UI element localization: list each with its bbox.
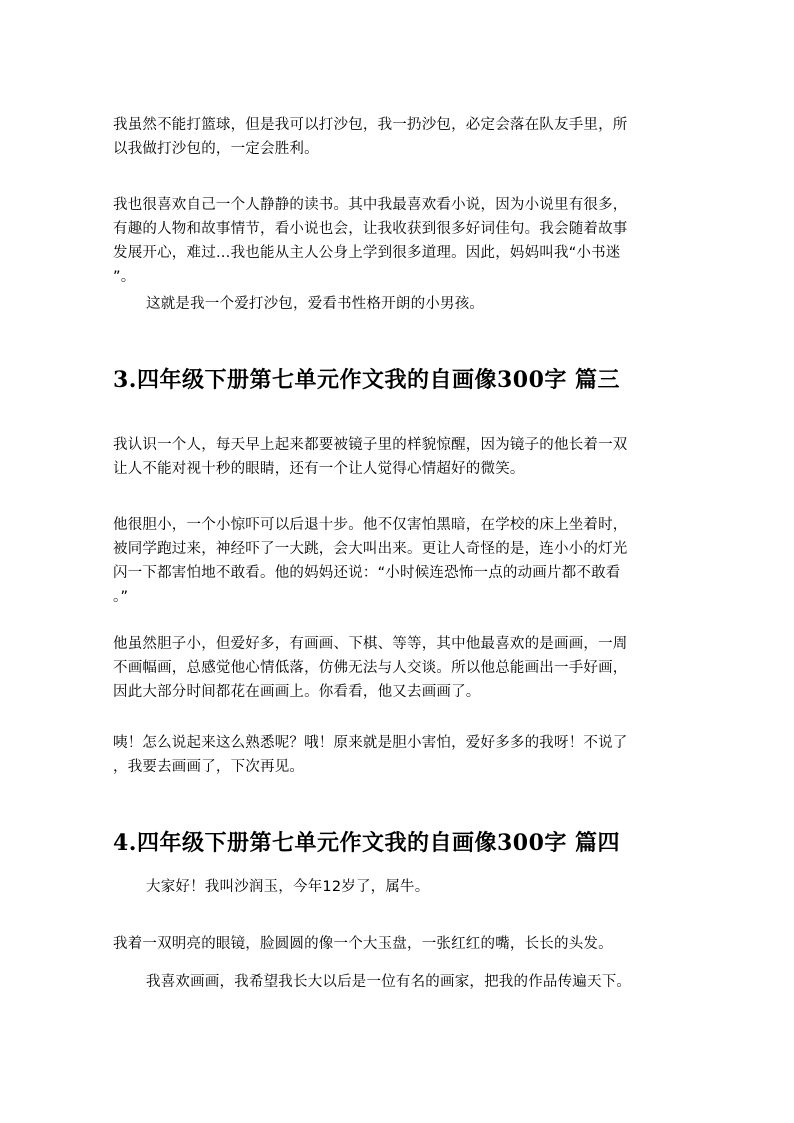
section-heading-3: 3.四年级下册第七单元作文我的自画像300字 篇三 [113, 367, 621, 393]
paragraph-reading: 我也很喜欢自己一个人静静的读书。其中我最喜欢看小说，因为小说里有很多， 有趣的人物和故事情节，看小说也会，让我收获到很多好词佳句。我会随着故事 发展开心，难过…我也能从主人公身上学到很多道理。因此，妈妈叫我“小书迷 ”。 [113, 197, 628, 285]
paragraph-introduction: 大家好！我叫沙润玉，今年12岁了，属牛。 [146, 879, 430, 895]
paragraph-appearance: 我着一双明亮的眼镜，脸圆圆的像一个大玉盘，一张红红的嘴，长长的头发。 [113, 936, 613, 952]
paragraph-dream: 我喜欢画画，我希望我长大以后是一位有名的画家，把我的作品传遍天下。 [146, 974, 632, 990]
paragraph-sandbag: 我虽然不能打篮球，但是我可以打沙包，我一扔沙包，必定会落在队友手里，所 以我做打沙包的，一定会胜利。 [113, 117, 628, 157]
paragraph-reveal: 咦！怎么说起来这么熟悉呢？哦！原来就是胆小害怕，爱好多多的我呀！不说了 ，我要去画画了，下次再见。 [113, 735, 628, 775]
paragraph-mirror: 我认识一个人，每天早上起来都要被镜子里的样貌惊醒，因为镜子的他长着一双 让人不能对视十秒的眼睛，还有一个让人觉得心情超好的微笑。 [113, 437, 628, 477]
paragraph-summary: 这就是我一个爱打沙包，爱看书性格开朗的小男孩。 [146, 296, 485, 312]
section-heading-4: 4.四年级下册第七单元作文我的自画像300字 篇四 [113, 830, 621, 856]
paragraph-hobbies: 他虽然胆子小，但爱好多，有画画、下棋、等等，其中他最喜欢的是画画，一周 不画幅画，总感觉他心情低落，仿佛无法与人交谈。所以他总能画出一手好画， 因此大部分时间都花在画画上。你看看，他又去画画了。 [113, 636, 628, 700]
paragraph-timid: 他很胆小，一个小惊吓可以后退十步。他不仅害怕黑暗，在学校的床上坐着时， 被同学跑过来，神经吓了一大跳，会大叫出来。更让人奇怪的是，连小小的灯光 闪一下都害怕地不敢看。他的妈妈还说：“小时候连恐怖一点的动画片都不敢看 。” [113, 517, 628, 605]
